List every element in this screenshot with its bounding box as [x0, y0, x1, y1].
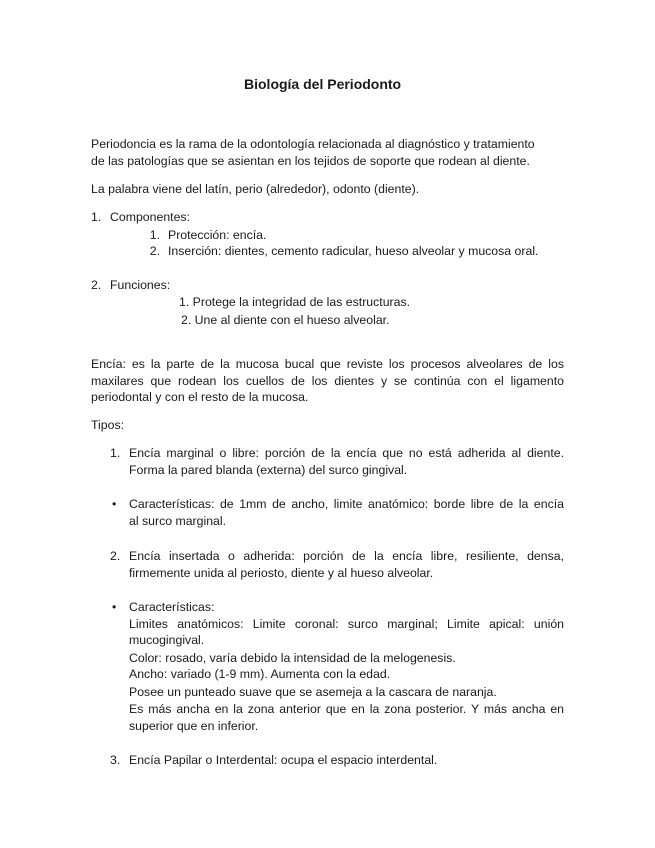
bullet-line: Posee un punteado suave que se asemeja a la cascara de naranja.: [129, 685, 497, 699]
functions-item: 2. Une al diente con el hueso alveolar.: [181, 313, 390, 327]
functions-item: 1. Protege la integridad de las estructuras.: [179, 295, 411, 309]
type-line: Forma la pared blanda (externa) del surco gingival.: [129, 463, 408, 477]
etymology-paragraph: La palabra viene del latín, perio (alrededor), odonto (diente).: [91, 182, 420, 196]
type-number: 3.: [110, 753, 121, 767]
type-line: Encía Papilar o Interdental: ocupa el espacio interdental.: [129, 753, 438, 767]
bullet-line: al surco marginal.: [129, 514, 227, 528]
bullet-marker: •: [112, 600, 117, 614]
bullet-line: mucogingival.: [129, 633, 205, 647]
document-title: Biología del Periodonto: [244, 76, 402, 92]
components-item-number: 2.: [149, 244, 160, 258]
type-number: 1.: [110, 446, 121, 460]
bullet-line: Limites anatómicos: Limite coronal: surco marginal; Limite apical: unión: [129, 617, 564, 631]
encia-line-2: maxilares que rodean los cuellos de los dientes y se continúa con el ligamento: [91, 374, 564, 388]
components-item: Protección: encía.: [168, 228, 267, 242]
functions-heading: Funciones:: [110, 278, 171, 292]
type-line: firmemente unida al periosto, diente y al hueso alveolar.: [129, 566, 434, 580]
type-number: 2.: [110, 549, 121, 563]
encia-line-3: periodontal y con el resto de la mucosa.: [91, 390, 309, 404]
encia-line-1: Encía: es la parte de la mucosa bucal que reviste los procesos alveolares de los: [91, 357, 564, 371]
type-line: Encía insertada o adherida: porción de la encía libre, resiliente, densa,: [129, 549, 564, 563]
bullet-line: Ancho: variado (1-9 mm). Aumenta con la edad.: [129, 667, 391, 681]
components-item-number: 1.: [149, 228, 160, 242]
components-heading: Componentes:: [110, 210, 190, 224]
intro-line-1: Periodoncia es la rama de la odontología relacionada al diagnóstico y tratamiento: [91, 137, 535, 151]
bullet-line: Características:: [129, 600, 215, 614]
tipos-label: Tipos:: [91, 418, 125, 432]
bullet-line: Es más ancha en la zona anterior que en la zona posterior. Y más ancha en: [129, 702, 564, 716]
components-item: Inserción: dientes, cemento radicular, hueso alveolar y mucosa oral.: [168, 244, 539, 258]
bullet-marker: •: [112, 497, 117, 511]
bullet-line: superior que en inferior.: [129, 719, 259, 733]
functions-number: 2.: [91, 278, 102, 292]
bullet-line: Color: rosado, varía debido la intensidad de la melogenesis.: [129, 651, 456, 665]
type-line: Encía marginal o libre: porción de la encía que no está adherida al diente.: [129, 446, 564, 460]
components-number: 1.: [91, 210, 102, 224]
intro-line-2: de las patologías que se asientan en los tejidos de soporte que rodean al diente.: [91, 154, 530, 168]
bullet-line: Características: de 1mm de ancho, limite anatómico: borde libre de la encía: [129, 497, 564, 511]
